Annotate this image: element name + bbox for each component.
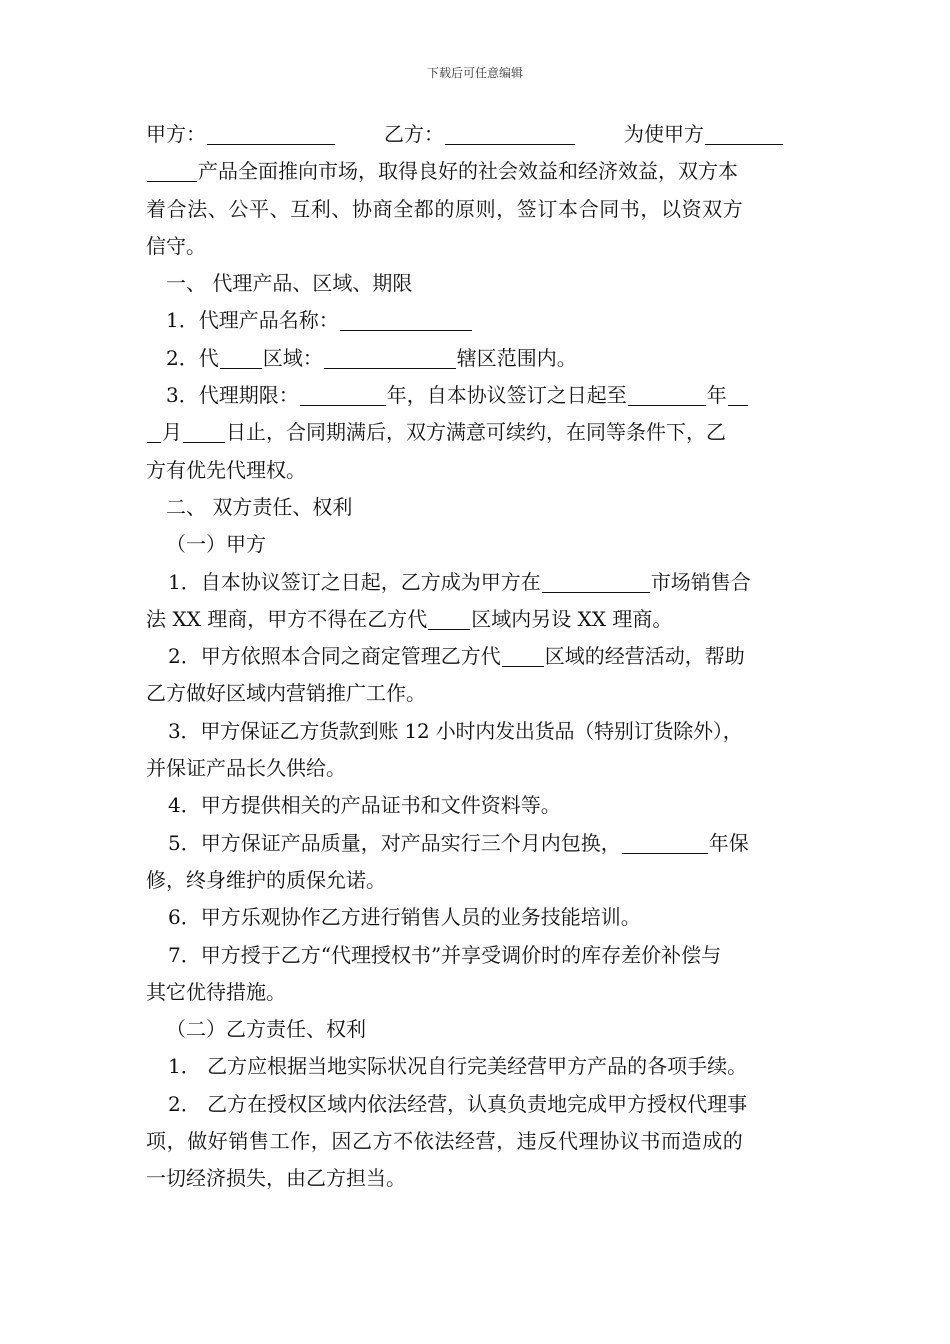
clause-item: 1． 乙方应根据当地实际状况自行完美经营甲方产品的各项手续。 — [168, 1054, 748, 1079]
section-heading: 一、 代理产品、区域、期限 — [166, 271, 413, 296]
clause-item — [146, 414, 818, 451]
clause-item: 7．甲方授于乙方“代理授权书”并享受调价时的库存差价补偿与 — [168, 942, 722, 967]
clause-item: 方有优先代理权。 — [146, 457, 306, 482]
clause-text: 区域内另设 XX 理商。 — [471, 606, 673, 631]
purpose-text: 为使甲方 — [624, 122, 704, 146]
preamble-line: 着合法、公平、互利、协商全都的原则，签订本合同书，以资双方 — [146, 196, 744, 221]
clause-item — [146, 825, 818, 862]
month-blank — [728, 383, 748, 406]
clause-text: 辖区范围内。 — [456, 345, 577, 370]
clause-item: 修，终身维护的质保允诺。 — [146, 867, 386, 892]
clause-item: 项，做好销售工作，因乙方不依法经营，违反代理协议书而造成的 — [146, 1129, 744, 1154]
party-a-blank — [207, 122, 335, 145]
product-blank-cont — [147, 159, 197, 182]
clause-text: 年 — [706, 383, 727, 408]
party-b-label: 乙方： — [384, 122, 444, 146]
month-blank-cont — [147, 420, 161, 443]
preamble-text: 产品全面推向市场，取得良好的社会效益和经济效益，双方本 — [198, 159, 738, 184]
clause-text: 3．代理期限： — [166, 383, 299, 408]
clause-text: 年，自本协议签订之日起至 — [386, 383, 627, 408]
clause-item — [146, 564, 818, 601]
clause-item: 2． 乙方在授权区域内依法经营，认真负责地完成甲方授权代理事 — [168, 1091, 748, 1116]
clause-item — [146, 302, 818, 339]
years-blank — [300, 383, 386, 406]
subsection-heading: （二）乙方责任、权利 — [166, 1017, 366, 1042]
warranty-years-blank — [622, 831, 708, 854]
blank — [428, 607, 470, 630]
section-heading: 二、 双方责任、权利 — [166, 494, 353, 519]
blank — [220, 346, 262, 369]
clause-text: 月 — [162, 420, 182, 445]
clause-item: 3．甲方保证乙方货款到账 12 小时内发出货品（特别订货除外）， — [168, 718, 743, 743]
parties-line — [146, 116, 818, 153]
party-b-blank — [445, 122, 575, 145]
clause-item: 乙方做好区域内营销推广工作。 — [146, 681, 426, 706]
clause-item: 并保证产品长久供给。 — [146, 756, 346, 781]
blank — [502, 644, 544, 667]
year-blank — [628, 383, 706, 406]
clause-item: 6．甲方乐观协作乙方进行销售人员的业务技能培训。 — [168, 905, 641, 930]
clause-text: 1．代理产品名称： — [166, 308, 339, 333]
clause-item: 其它优待措施。 — [146, 979, 286, 1004]
clause-item: 一切经济损失，由乙方担当。 — [146, 1166, 406, 1191]
market-blank — [542, 570, 650, 593]
preamble-line: 信守。 — [146, 233, 206, 258]
preamble-line — [146, 153, 818, 190]
clause-item — [146, 638, 818, 675]
clause-item — [146, 340, 818, 377]
day-blank — [183, 420, 225, 443]
contract-body — [146, 116, 818, 1198]
clause-item: 4．甲方提供相关的产品证书和文件资料等。 — [168, 793, 561, 818]
clause-text: 区域的经营活动，帮助 — [544, 644, 745, 669]
clause-text: 区域： — [262, 345, 323, 370]
clause-item — [146, 377, 818, 414]
clause-text: 5．甲方保证产品质量，对产品实行三个月内包换， — [168, 830, 621, 855]
clause-text: 日止，合同期满后，双方满意可续约，在同等条件下，乙 — [226, 420, 726, 445]
party-a-label: 甲方： — [146, 122, 206, 146]
clause-text: 2．代 — [166, 345, 219, 370]
clause-text: 法 XX 理商，甲方不得在乙方代 — [146, 606, 428, 631]
clause-text: 2．甲方依照本合同之商定管理乙方代 — [168, 644, 501, 669]
product-blank — [705, 122, 783, 145]
region-blank — [324, 346, 456, 369]
clause-text: 市场销售合 — [650, 569, 751, 594]
header-note: 下载后可任意编辑 — [426, 66, 523, 80]
clause-text: 1．自本协议签订之日起，乙方成为甲方在 — [168, 569, 541, 594]
product-name-blank — [340, 308, 472, 331]
clause-item — [146, 601, 818, 638]
subsection-heading: （一）甲方 — [166, 532, 266, 557]
clause-text: 年保 — [708, 830, 749, 855]
